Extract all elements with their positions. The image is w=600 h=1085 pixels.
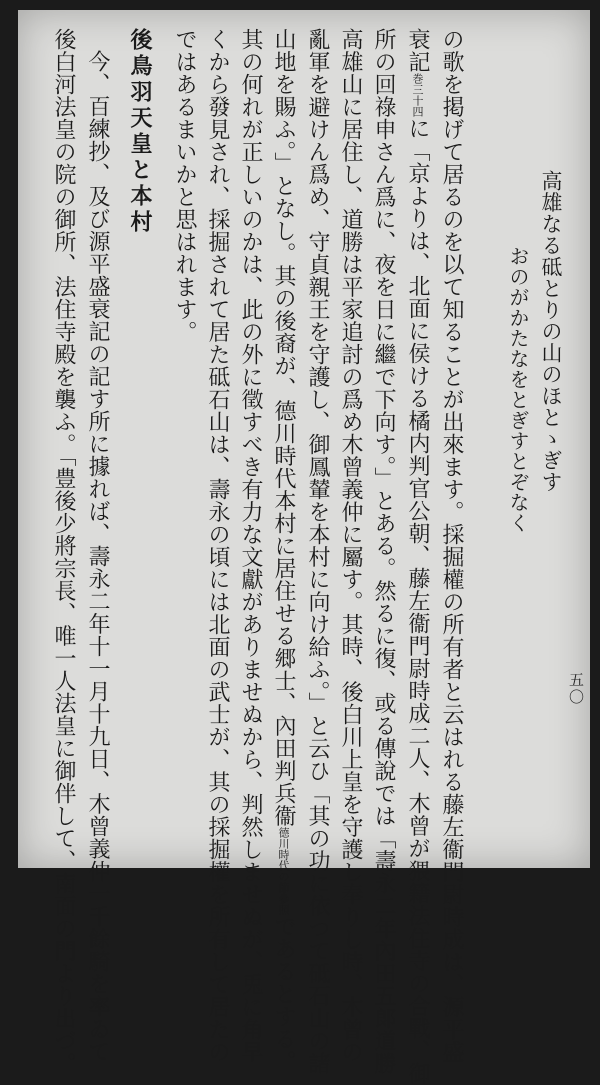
section-heading: 後鳥羽天皇と本村 xyxy=(127,28,152,236)
column-2-tail: に「京よりは、北面に侯ける橘内判官公朝、藤左衞門尉時成二人、木曾が猥籍法住寺の合戰、御 xyxy=(405,117,430,1085)
annotation-volume: 巻三十四 xyxy=(411,73,424,117)
text-column-11: 後白河法皇の院の御所、法住寺殿を襲ふ。「豊後少將宗長、唯一人法皇に御伴して、南面の門より出づ。 xyxy=(51,28,76,1075)
text-column-10: 今、百練抄、及び源平盛衰記の記す所に據れば、壽永二年十一月十九日、木曾義仲一千餘騎を率ゐて xyxy=(85,50,110,1063)
annotation-edo-period: 德川時代の節參照 xyxy=(277,827,290,915)
column-2-head: 衰記 xyxy=(405,28,430,73)
text-column-8: くから發見され、採掘されて居た砥石山は、壽永の頃には北面の武士が、其の採掘權を所有して居たの xyxy=(205,28,230,1063)
text-column-9: ではあるまいかと思はれます。 xyxy=(172,28,197,343)
text-column-2 xyxy=(406,28,428,1085)
text-column-1: の歌を掲げて居るのを以て知ることが出來ます。採掘權の所有者と云はれる藤左衞門尉時成は、源平盛 xyxy=(439,28,464,1063)
poem-line-2: おのがかたなをとぎすとぞなく xyxy=(506,246,530,533)
text-column-4: 高雄山に居住し、道勝は平家追討の爲め木曾義仲に屬す。其時、後白川上皇を守護し奉りし時、木曾の xyxy=(338,28,363,1063)
text-column-3: 所の回祿申さん爲に、夜を日に繼で下向す。」とある。然るに復、或る傳說では「壽永二年內田五郞道勝 xyxy=(371,28,396,1075)
column-6-tail: であるとする。 xyxy=(271,915,296,1073)
book-page xyxy=(18,10,590,1085)
text-column-5: 亂軍を避けん爲め、守貞親王を守護し、御鳳輦を本村に向け給ふ。」と云ひ「其の功に依つて砥石山の諸 xyxy=(305,28,330,1075)
page-number: 五〇 xyxy=(567,672,585,706)
column-6-head: 山地を賜ふ。」となし。其の後裔が、德川時代本村に居住せる郷士、內田判兵衞 xyxy=(271,28,296,827)
text-column-6 xyxy=(272,28,294,1073)
text-column-7: 其の何れが正しいのかは、此の外に徵すべき有力な文獻がありませぬから、判然しませぬが、兎に角早 xyxy=(238,28,263,1063)
poem-line-1: 高雄なる砥とりの山のほとゝぎす xyxy=(539,170,563,493)
